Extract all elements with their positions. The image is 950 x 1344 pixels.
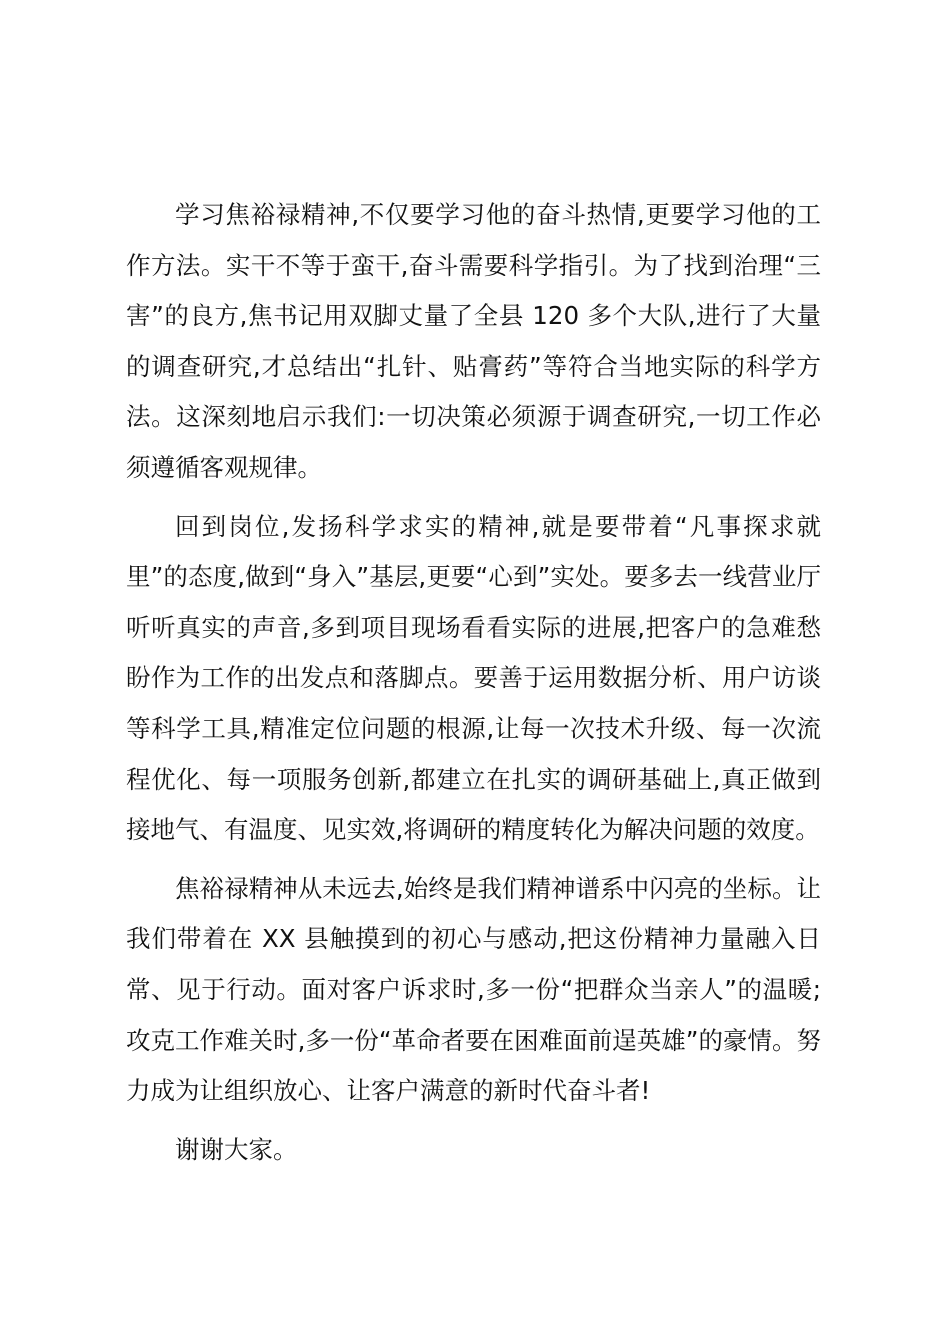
- paragraph-3: 焦裕禄精神从未远去,始终是我们精神谱系中闪亮的坐标。让我们带着在 XX 县触摸到的初心与感动,把这份精神力量融入日常、见于行动。面对客户诉求时,多一份“把群众当亲人”的温暖;攻克工作难关时,多一份“革命者要在困难面前逞英雄”的豪情。努力成为让组织放心、让客户满意的新时代奋斗者!: [126, 873, 821, 1106]
- closing-thanks: 谢谢大家。: [175, 1134, 298, 1164]
- paragraph-2: 回到岗位,发扬科学求实的精神,就是要带着“凡事探求就里”的态度,做到“身入”基层,更要“心到”实处。要多去一线营业厅听听真实的声音,多到项目现场看看实际的进展,把客户的急难愁盼作为工作的出发点和落脚点。要善于运用数据分析、用户访谈等科学工具,精准定位问题的根源,让每一次技术升级、每一次流程优化、每一项服务创新,都建立在扎实的调研基础上,真正做到接地气、有温度、见实效,将调研的精度转化为解决问题的效度。: [126, 511, 821, 845]
- document-body: [126, 190, 821, 1183]
- paragraph-1: 学习焦裕禄精神,不仅要学习他的奋斗热情,更要学习他的工作方法。实干不等于蛮干,奋斗需要科学指引。为了找到治理“三害”的良方,焦书记用双脚丈量了全县 120 多个大队,进行了大量的调查研究,才总结出“扎针、贴膏药”等符合当地实际的科学方法。这深刻地启示我们:一切决策必须源于调查研究,一切工作必须遵循客观规律。: [126, 200, 821, 482]
